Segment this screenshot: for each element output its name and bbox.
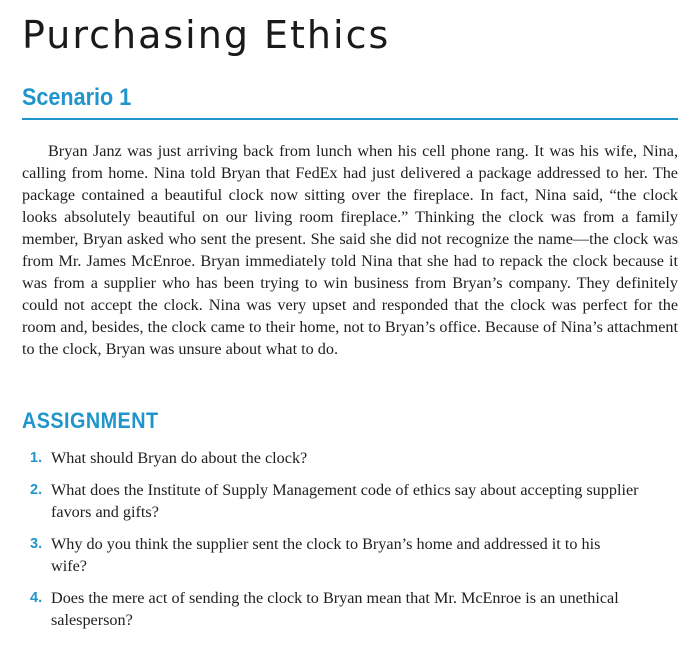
- assignment-item: [30, 447, 660, 469]
- assignment-item-text: What does the Institute of Supply Management code of ethics say about accepting supplier favors and gifts?: [51, 481, 639, 521]
- assignment-list: [30, 447, 660, 641]
- assignment-item: [30, 587, 660, 631]
- assignment-item-number: 1.: [30, 450, 43, 466]
- assignment-item-text: Does the mere act of sending the clock to Bryan mean that Mr. McEnroe is an unethical salesperson?: [51, 589, 619, 629]
- assignment-item: [30, 479, 660, 523]
- assignment-item-text: What should Bryan do about the clock?: [51, 449, 308, 467]
- assignment-item-number: 2.: [30, 482, 43, 498]
- assignment-item-number: 3.: [30, 536, 43, 552]
- page-title: Purchasing Ethics: [22, 13, 391, 57]
- assignment-item-number: 4.: [30, 590, 43, 606]
- assignment-item-text: Why do you think the supplier sent the clock to Bryan’s home and addressed it to his wife?: [51, 535, 601, 575]
- scenario-heading: Scenario 1: [22, 84, 132, 111]
- scenario-body-text: Bryan Janz was just arriving back from lunch when his cell phone rang. It was his wife, Nina, calling from home. Nina told Bryan that FedEx had just delivered a package addressed to her. The package contained a beautiful clock now sitting over the fireplace. In fact, Nina said, “the clock looks absolutely beautiful on our living room fireplace.” Thinking the clock was from a family member, Bryan asked who sent the present. She said she did not recognize the name—the clock was from Mr. James McEnroe. Bryan immediately told Nina that she had to repack the clock because it was from a supplier who has been trying to win business from Bryan’s company. They definitely could not accept the clock. Nina was very upset and responded that the clock was perfect for the room and, besides, the clock came to their home, not to Bryan’s office. Because of Nina’s attachment to the clock, Bryan was unsure about what to do.: [22, 142, 678, 358]
- assignment-item: [30, 533, 660, 577]
- assignment-heading: ASSIGNMENT: [22, 408, 159, 433]
- scenario-divider: [22, 118, 678, 120]
